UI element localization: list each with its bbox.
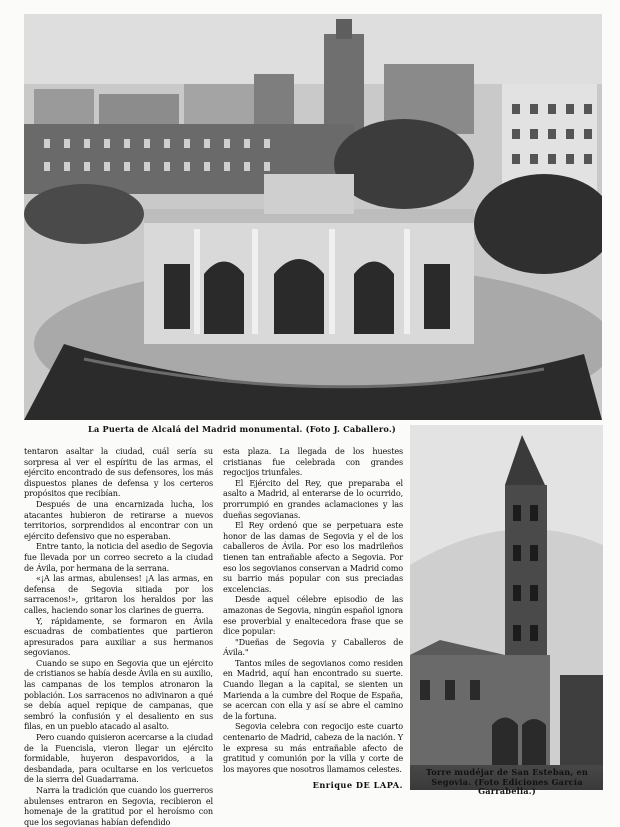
paragraph: Y, rápidamente, se formaron en Ávila escuadras de combatientes que partieron apresurados para auxiliar a sus hermanos segovianos.: [24, 615, 213, 658]
puerta-de-alcala-photo: [24, 14, 602, 420]
paragraph: Pero cuando quisieron acercarse a la ciudad de la Fuencisla, vieron llegar un ejército formidable, huyeron despavoridos, a la desbandada, para ocultarse en los vericuetos de la sierra del Guadarrama.: [24, 732, 213, 785]
puerta-de-alcala-illustration: [24, 14, 602, 420]
torre-san-esteban-illustration: [410, 425, 603, 765]
paragraph: Tantos miles de segovianos como residen en Madrid, aquí han encontrado su suerte. Cuando llegan a la capital, se sienten un Marienda a la cumbre del Roque de España, se acercan con ella y así se abre el camino de la fortuna.: [223, 657, 403, 721]
tower-photo-caption: Torre mudéjar de San Esteban, en Segovia. (Foto Ediciones García Garrabella.): [425, 767, 589, 796]
top-photo-caption: La Puerta de Alcalá del Madrid monumental. (Foto J. Caballero.): [88, 424, 396, 434]
paragraph: El Rey ordenó que se perpetuara este honor de las damas de Segovia y el de los caballeros de Ávila. Por eso los madrileños tienen tan entrañable afecto a Segovia. Por eso los segovianos conservan a Madrid como su barrio más popular con sus preciadas excelencias.: [223, 520, 403, 594]
paragraph: El Ejército del Rey, que preparaba el asalto a Madrid, al enterarse de lo ocurrido, prorrumpió en grandes aclamaciones y las dueñas segovianas.: [223, 477, 403, 520]
paragraph: Cuando se supo en Segovia que un ejército de cristianos se había desde Ávila en su auxilio, las campanas de los templos atronaron la población. Los sarracenos no adivinaron a qué se debía aquel repique de campanas, que sembró la confusión y el desaliento en sus filas, en un pueblo atacado al asalto.: [24, 657, 213, 732]
paragraph: "Dueñas de Segovia y Caballeros de Ávila.": [223, 636, 403, 658]
article-column-1: [24, 446, 213, 827]
paragraph: esta plaza. La llegada de los huestes cristianas fue celebrada con grandes regocijos triunfales.: [223, 446, 403, 478]
paragraph: «¡A las armas, abulenses! ¡A las armas, en defensa de Segovia sitiada por los sarracenos!», gritaron los heraldos por las calles, haciendo sonar los clarines de guerra.: [24, 573, 213, 615]
paragraph: Después de una encarnizada lucha, los atacantes hubieron de retirarse a nuevos territorios, sorprendidos al encontrar con un ejército defensivo que no esperaban.: [24, 498, 213, 541]
author-signature: Enrique DE LAPA.: [312, 780, 403, 791]
paragraph: Entre tanto, la noticia del asedio de Segovia fue llevada por un correo secreto a la ciudad de Ávila, por hermana de la serrana.: [24, 541, 213, 573]
paragraph: tentaron asaltar la ciudad, cuál sería su sorpresa al ver el espíritu de las armas, el ejército encontrado de sus defensores, los más dispuestos planes de defensa y los certeros propósitos que recibían.: [24, 446, 213, 499]
torre-san-esteban-photo: [410, 425, 603, 790]
paragraph: Desde aquel célebre episodio de las amazonas de Segovia, ningún español ignora ese proverbial y enaltecedora frase que se dice popular:: [223, 594, 403, 637]
paragraph: Narra la tradición que cuando los guerreros abulenses entraron en Segovia, recibieron el homenaje de la gratitud por el heroísmo con que los segovianas habían defendido: [24, 785, 213, 827]
paragraph: Segovia celebra con regocijo este cuarto centenario de Madrid, cabeza de la nación. Y le expresa su más entrañable afecto de gratitud y comunión por la villa y corte de los mayores que nosotros llamamos celestes.: [223, 721, 403, 774]
article-column-2: [223, 446, 403, 791]
